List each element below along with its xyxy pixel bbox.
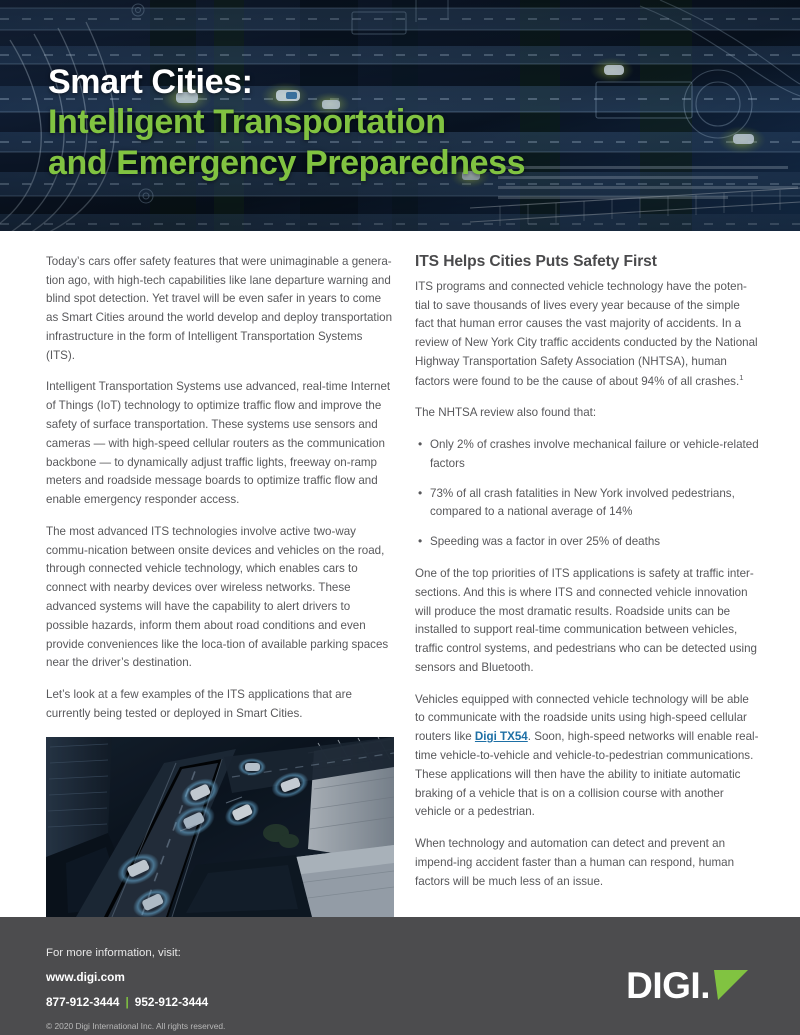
footer-website-link[interactable]: www.digi.com (46, 969, 125, 984)
hero-title-line-1: Smart Cities: (48, 63, 253, 101)
list-item: • Speeding was a factor in over 25% of deaths (415, 533, 760, 552)
aerial-city-street-connected-vehicles-photo (46, 737, 394, 917)
digi-tx54-link[interactable]: Digi TX54 (474, 730, 528, 744)
nhtsa-findings-list (415, 436, 760, 552)
footer-phone-numbers (46, 995, 225, 1009)
left-column (46, 253, 394, 917)
digi-logo-wordmark: DIGI. (626, 964, 710, 1006)
hero-title-line-3: and Emergency Preparedness (48, 143, 526, 182)
right-paragraph-1 (415, 278, 760, 392)
hero-title (48, 62, 525, 183)
right-paragraph-4-post: . Soon, high-speed networks will enable real-time vehicle-to-vehicle and vehicle-to-pedestrian communications. These applications will then have the ability to initiate automatic braking of a vehicle that is on a collision course with another vehicle or a pedestrian. (415, 730, 759, 819)
left-paragraph-2: Intelligent Transportation Systems use advanced, real-time Internet of Things (IoT) technology to optimize traffic flow and improve the safety of surface transportation. These systems use sensors and cameras — with high-speed cellular routers as the communication backbone — to dynamically adjust traffic lights, freeway on-ramp meters and roadside message boards to optimize traffic flow and enable emergency responder access. (46, 380, 391, 507)
footer-phone-separator: | (125, 994, 129, 1009)
right-column (415, 253, 760, 892)
article-content (0, 231, 800, 917)
right-paragraph-1-text: ITS programs and connected vehicle technology have the poten-tial to save thousands of lives every year because of the simple fact that human error causes the vast majority of accidents. In a review of New York City traffic accidents conducted by the National Highway Transportation Safety Association (NHTSA), human factors were found to be the cause of about 94% of all crashes. (415, 279, 758, 388)
footer-copyright: © 2020 Digi International Inc. All rights reserved. (46, 1020, 226, 1031)
left-paragraph-4: Let’s look at a few examples of the ITS applications that are currently being tested or deployed in Smart Cities. (46, 688, 352, 720)
left-paragraph-3: The most advanced ITS technologies involve active two-way commu-nication between onsite devices and vehicles on the road, through connected vehicle technology, which enables cars to connect with nearby devices over wireless networks. These advanced systems will have the capability to alert drivers to possible hazards, inform them about road conditions and even provide conveniences like the loca-tion of available parking spaces near the driver’s destination. (46, 524, 389, 670)
digi-green-flag-icon (714, 970, 748, 1000)
footer-phone-secondary[interactable]: 952-912-3444 (134, 994, 209, 1009)
footnote-marker: 1 (739, 372, 744, 382)
digi-logo (626, 964, 748, 1006)
right-paragraph-4-pre: Vehicles equipped with connected vehicle technology will be able to communicate with the roadside units using high-speed cellular routers like (415, 692, 749, 744)
list-item: • 73% of all crash fatalities in New York involved pedestrians, compared to a national average of 14% (415, 485, 760, 523)
footer-info-label: For more information, visit: (46, 946, 181, 959)
list-item: • Only 2% of crashes involve mechanical failure or vehicle-related factors (415, 436, 760, 474)
right-paragraph-2: The NHTSA review also found that: (415, 406, 597, 420)
page-footer (0, 917, 800, 1035)
right-paragraph-4 (415, 691, 760, 822)
footer-contact-block (46, 945, 225, 1031)
hero-title-line-2: Intelligent Transportation (48, 103, 446, 142)
right-paragraph-5: When technology and automation can detect and prevent an impend-ing accident faster than a human can respond, human factors will be much less of an issue. (415, 837, 735, 888)
right-paragraph-3: One of the top priorities of ITS applications is safety at traffic inter-sections. And this is where ITS and connected vehicle innovation will produce the most dramatic results. Roadside units can be installed to support real-time communication between vehicles, traffic control systems, and pedestrians who can be detected using sensors and Bluetooth. (415, 567, 757, 674)
footer-phone-primary[interactable]: 877-912-3444 (46, 994, 120, 1009)
hero-banner (0, 0, 800, 231)
left-paragraph-1: Today’s cars offer safety features that were unimaginable a genera-tion ago, with high-tech capabilities like lane departure warning and blind spot detection. Yet travel will be even safer in years to come as Smart Cities around the world develop and deploy transportation infrastructure in the form of Intelligent Transportation Systems (ITS). (46, 254, 393, 362)
section-heading: ITS Helps Cities Puts Safety First (415, 252, 657, 270)
